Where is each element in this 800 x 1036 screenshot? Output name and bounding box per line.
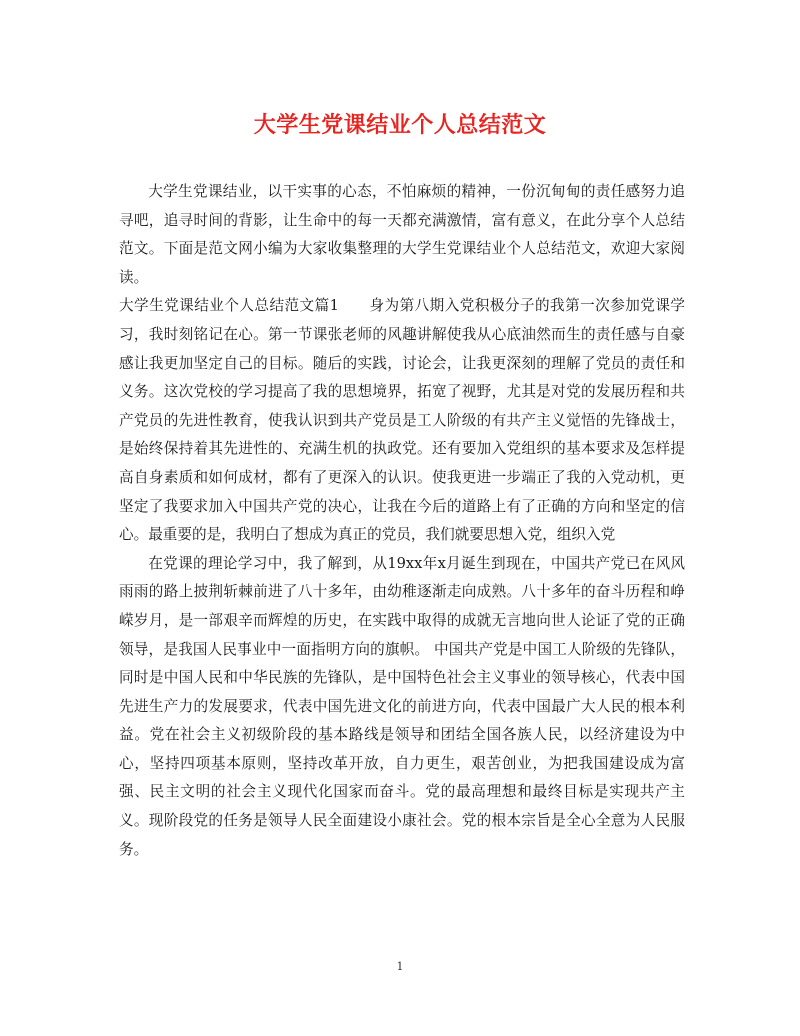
document-title: 大学生党课结业个人总结范文 <box>253 112 547 138</box>
paragraph-theory-study: 在党课的理论学习中，我了解到，从19xx年x月诞生到现在，中国共产党已在风风雨雨的路上披荆斩棘前进了八十多年，由幼稚逐渐走向成熟。八十多年的奋斗历程和峥嵘岁月，是一部艰辛而辉煌的历史，在实践中取得的成就无言地向世人论证了党的正确领导，是我国人民事业中一面指明方向的旗帜。 中国共产党是中国工人阶级的先锋队，同时是中国人民和中华民族的先锋队，是中国特色社会主义事业的领导核心，代表中国先进生产力的发展要求，代表中国先进文化的前进方向，代表中国最广大人民的根本利益。党在社会主义初级阶段的基本路线是领导和团结全国各族人民，以经济建设为中心，坚持四项基本原则，坚持改革开放，自力更生，艰苦创业，为把我国建设成为富强、民主文明的社会主义现代化国家而奋斗。党的最高理想和最终目标是实现共产主义。现阶段党的任务是领导人民全面建设小康社会。党的根本宗旨是全心全意为人民服务。 <box>119 554 685 858</box>
paragraph-article-1: 大学生党课结业个人总结范文篇1 身为第八期入党积极分子的我第一次参加党课学习，我时刻铭记在心。第一节课张老师的风趣讲解使我从心底油然而生的责任感与自豪感让我更加坚定自己的目标。随后的实践，讨论会，让我更深刻的理解了党员的责任和义务。这次党校的学习提高了我的思想境界，拓宽了视野，尤其是对党的发展历程和共产党员的先进性教育，使我认识到共产党员是工人阶级的有共产主义觉悟的先锋战士，是始终保持着其先进性的、充满生机的执政党。还有要加入党组织的基本要求及怎样提高自身素质和如何成材，都有了更深入的认识。使我更进一步端正了我的入党动机，更坚定了我要求加入中国共产党的决心，让我在今后的道路上有了正确的方向和坚定的信心。最重要的是，我明白了想成为真正的党员，我们就要思想入党，组织入党 <box>119 297 685 544</box>
paragraph-intro: 大学生党课结业，以干实事的心态，不怕麻烦的精神，一份沉甸甸的责任感努力追寻吧，追寻时间的背影，让生命中的每一天都充满激情，富有意义，在此分享个人总结范文。下面是范文网小编为大家收集整理的大学生党课结业个人总结范文，欢迎大家阅读。 <box>119 183 685 286</box>
page-number: 1 <box>396 960 404 973</box>
document-body <box>119 178 685 864</box>
